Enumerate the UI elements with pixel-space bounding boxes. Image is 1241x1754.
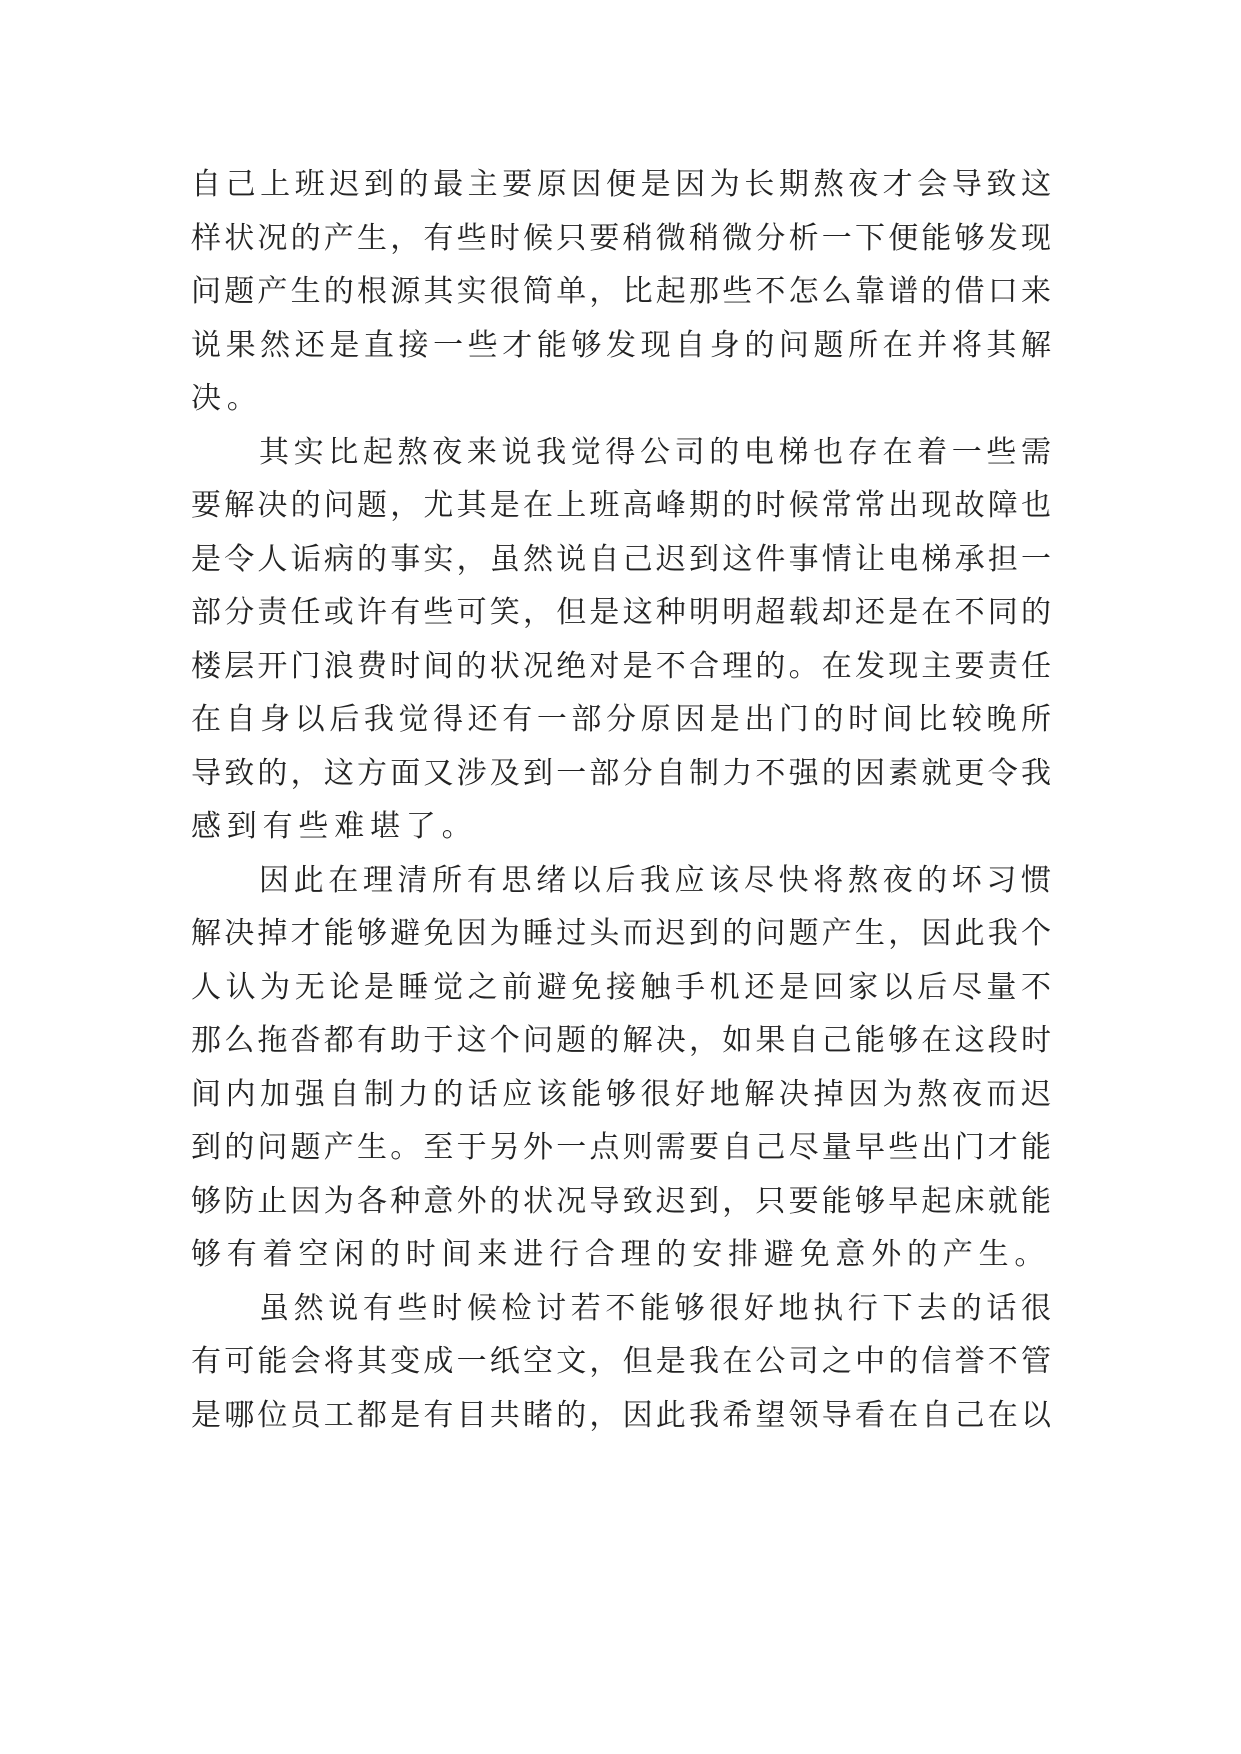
paragraph-first-line: 因此在理清所有思绪以后我应该尽快将熬夜的坏习惯	[259, 862, 1051, 898]
text-line: 样状况的产生，有些时候只要稍微稍微分析一下便能够发现	[191, 220, 1051, 256]
body-text	[191, 158, 1051, 1442]
text-line: 自己上班迟到的最主要原因便是因为长期熬夜才会导致这	[191, 167, 1051, 202]
text-line: 那么拖沓都有助于这个问题的解决，如果自己能够在这段时	[191, 1023, 1051, 1058]
text-line: 在自身以后我觉得还有一部分原因是出门的时间比较晚所	[191, 702, 1051, 737]
text-line: 是令人诟病的事实，虽然说自己迟到这件事情让电梯承担一	[191, 541, 1051, 577]
text-line: 楼层开门浪费时间的状况绝对是不合理的。在发现主要责任	[191, 648, 1051, 684]
text-line: 有可能会将其变成一纸空文，但是我在公司之中的信誉不管	[191, 1344, 1051, 1379]
text-line: 要解决的问题，尤其是在上班高峰期的时候常常出现故障也	[191, 488, 1051, 523]
text-line: 间内加强自制力的话应该能够很好地解决掉因为熬夜而迟	[191, 1076, 1051, 1112]
text-line: 说果然还是直接一些才能够发现自身的问题所在并将其解	[191, 327, 1051, 363]
text-line: 到的问题产生。至于另外一点则需要自己尽量早些出门才能	[191, 1130, 1051, 1165]
paragraph-first-line: 虽然说有些时候检讨若不能够很好地执行下去的话很	[259, 1290, 1051, 1326]
text-line: 决。	[191, 381, 263, 416]
text-line: 够有着空闲的时间来进行合理的安排避免意外的产生。	[191, 1237, 1051, 1272]
text-line: 人认为无论是睡觉之前避免接触手机还是回家以后尽量不	[191, 969, 1051, 1005]
text-line: 是哪位员工都是有目共睹的，因此我希望领导看在自己在以	[191, 1397, 1051, 1433]
text-line: 感到有些难堪了。	[191, 809, 478, 844]
text-line: 部分责任或许有些可笑，但是这种明明超载却还是在不同的	[191, 595, 1051, 630]
paragraph-first-line: 其实比起熬夜来说我觉得公司的电梯也存在着一些需	[259, 434, 1051, 470]
text-line: 解决掉才能够避免因为睡过头而迟到的问题产生，因此我个	[191, 916, 1051, 951]
text-line: 导致的，这方面又涉及到一部分自制力不强的因素就更令我	[191, 755, 1051, 791]
text-line: 问题产生的根源其实很简单，比起那些不怎么靠谱的借口来	[191, 274, 1051, 309]
text-line: 够防止因为各种意外的状况导致迟到，只要能够早起床就能	[191, 1183, 1051, 1219]
